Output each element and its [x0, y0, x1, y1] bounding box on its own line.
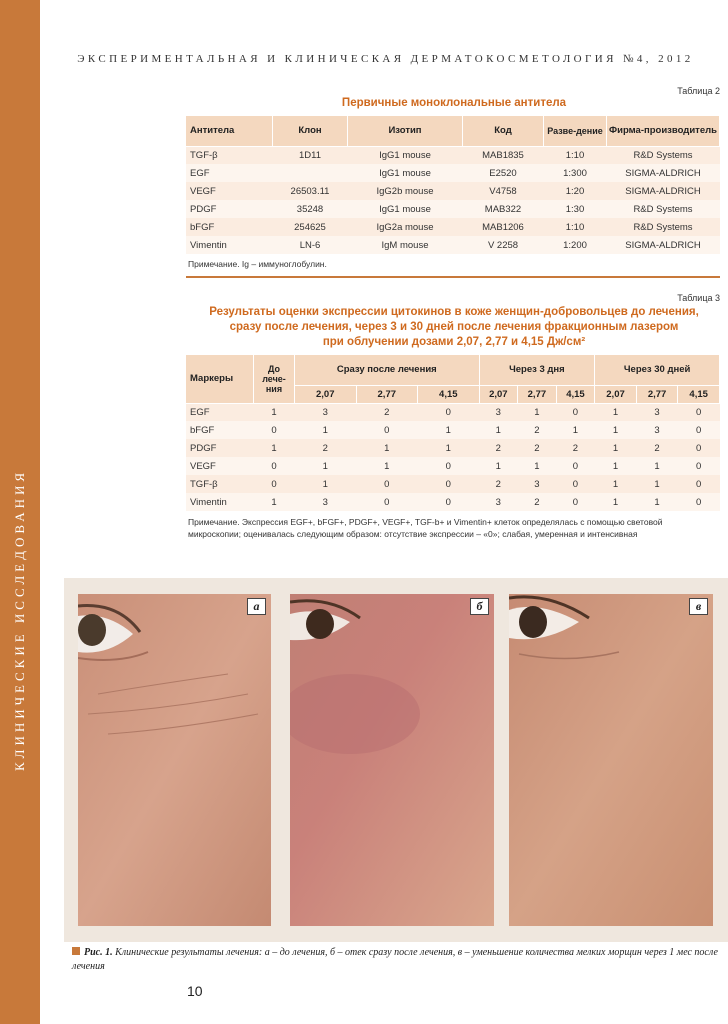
t3-header-3-days: Через 3 дня: [479, 355, 595, 385]
caption-text: Клинические результаты лечения: а – до лечения, б – отек сразу после лечения, в – уменьшение количества мелких морщин через 1 мес после лечения: [72, 947, 718, 972]
t2-header-code: Код: [463, 116, 544, 146]
table-cell: V4758: [489, 185, 517, 197]
table-cell: LN-6: [299, 239, 321, 251]
t3-header-before: До лече-ния: [254, 355, 295, 403]
table-row: [186, 439, 720, 457]
t3-header-30-days: Через 30 дней: [595, 355, 720, 385]
table2-title: Первичные моноклональные антитела: [341, 97, 567, 109]
table-cell: 0: [696, 442, 702, 454]
table-cell: 2: [534, 496, 540, 508]
table-row: [186, 200, 720, 218]
table-cell: 2: [495, 442, 501, 454]
table3-note-line: микроскопии; оценивалась следующим образом: отсутствие экспрессии – «0»; слабая, умеренная и интенсивная: [188, 529, 638, 539]
table-cell: MAB322: [484, 203, 522, 215]
table-cell: TGF-β: [190, 478, 218, 490]
table-cell: 1:200: [563, 239, 587, 251]
table-cell: 1: [534, 406, 540, 418]
separator-line: [186, 276, 720, 278]
table-cell: 1: [654, 460, 660, 472]
table-cell: 0: [445, 406, 451, 418]
running-head: ЭКСПЕРИМЕНТАЛЬНАЯ И КЛИНИЧЕСКАЯ ДЕРМАТОКОСМЕТОЛОГИЯ №4, 2012: [77, 53, 694, 65]
figure-caption: [72, 946, 720, 974]
skin-photo-c: [509, 594, 713, 926]
table-cell: IgG2a mouse: [376, 221, 434, 233]
table-cell: 0: [445, 496, 451, 508]
table-cell: 2: [495, 478, 501, 490]
table2-note: Примечание. Ig – иммуноглобулин.: [188, 259, 327, 269]
table-cell: [273, 164, 348, 182]
table-cell: 3: [495, 406, 501, 418]
t2-header-isotype: Изотип: [348, 116, 463, 146]
table-cell: R&D Systems: [633, 149, 693, 161]
table-cell: 1: [612, 406, 619, 418]
table-row: [186, 164, 720, 182]
table-cell: 0: [384, 478, 390, 490]
photo-label-a: а: [247, 598, 266, 615]
table-row: [186, 182, 720, 200]
table-row: [186, 218, 720, 236]
table-cell: 1:10: [565, 149, 585, 161]
photo-label-c: в: [689, 598, 708, 615]
caption-lead: Рис. 1.: [84, 947, 113, 958]
table-cell: 1: [384, 460, 390, 472]
table-cell: 1: [612, 424, 619, 436]
table-cell: TGF-β: [190, 149, 218, 161]
table-cell: 1: [612, 496, 619, 508]
table-cell: 0: [572, 496, 579, 508]
table-cell: 1:10: [565, 221, 585, 233]
table-cell: IgG2b mouse: [376, 185, 434, 197]
table-cell: 2: [322, 442, 328, 454]
table-cell: 1: [612, 478, 619, 490]
table-cell: 2: [534, 442, 540, 454]
t3-dose: 4,15: [418, 385, 480, 403]
table-cell: 1: [654, 478, 660, 490]
t3-header-immediately: Сразу после лечения: [295, 355, 480, 385]
table-row: [186, 146, 720, 164]
table-cell: 0: [445, 460, 451, 472]
table-cell: 0: [271, 478, 277, 490]
photo-label-b: б: [470, 598, 489, 615]
table-cell: 1: [271, 406, 277, 418]
table-cell: bFGF: [190, 221, 215, 233]
table-cell: 0: [696, 406, 702, 418]
table-cell: R&D Systems: [633, 221, 693, 233]
table-cell: 0: [696, 478, 702, 490]
table-cell: 1: [572, 424, 579, 436]
table-cell: 1:300: [563, 167, 587, 179]
table-cell: 2: [654, 442, 660, 454]
t2-header-manufacturer: Фирма-производитель: [607, 116, 720, 146]
table-cell: 1:20: [565, 185, 585, 197]
table-cell: 1: [384, 442, 390, 454]
table-cell: 0: [384, 496, 390, 508]
table-cell: 0: [696, 496, 702, 508]
table-cell: 1: [612, 460, 619, 472]
table-cell: PDGF: [190, 442, 217, 454]
table-cell: 1: [271, 496, 277, 508]
table-row: [186, 421, 720, 439]
table2-label: Таблица 2: [677, 86, 720, 96]
table-cell: 26503.11: [290, 185, 330, 197]
table-cell: 1: [445, 442, 451, 454]
table-cell: IgG1 mouse: [379, 149, 431, 161]
table-cell: 0: [572, 406, 579, 418]
t2-header-antibody: Антитела: [186, 116, 273, 146]
table-cell: 2: [572, 442, 579, 454]
table-cell: 0: [271, 460, 277, 472]
table-cell: MAB1206: [482, 221, 524, 233]
table-cell: SIGMA-ALDRICH: [625, 239, 701, 251]
table-cell: 0: [271, 424, 277, 436]
table-cell: VEGF: [190, 185, 216, 197]
t3-dose: 2,07: [595, 385, 637, 403]
page-number: 10: [187, 983, 203, 999]
table-cell: EGF: [190, 406, 210, 418]
table-cell: 1: [322, 478, 328, 490]
table-cell: 3: [654, 424, 660, 436]
photo-edema-after-treatment: [290, 594, 494, 926]
table-cell: 35248: [296, 203, 324, 215]
table-cell: 3: [322, 496, 328, 508]
table-cell: SIGMA-ALDRICH: [625, 185, 701, 197]
table-cell: 1: [495, 424, 501, 436]
table-cell: 0: [572, 460, 579, 472]
table-cell: 1: [322, 460, 328, 472]
table-cell: V 2258: [487, 239, 519, 251]
table3-note: [188, 516, 720, 540]
t3-header-markers: Маркеры: [186, 355, 254, 403]
table-cell: 1: [534, 460, 540, 472]
table-cell: 254625: [294, 221, 326, 233]
table-row: [186, 457, 720, 475]
table-cell: Vimentin: [190, 239, 227, 251]
table3-title-line: Результаты оценки экспрессии цитокинов в коже женщин-добровольцев до лечения,: [209, 306, 699, 318]
table-cell: 0: [696, 460, 702, 472]
table-cell: 2: [534, 424, 540, 436]
photo-after-1-month: [509, 594, 713, 926]
t3-dose: 2,77: [636, 385, 678, 403]
table-cell: EGF: [190, 167, 210, 179]
table-cell: R&D Systems: [633, 203, 693, 215]
table-cell: SIGMA-ALDRICH: [625, 167, 701, 179]
table-cell: 3: [495, 496, 501, 508]
t3-dose: 4,15: [678, 385, 720, 403]
table-cell: PDGF: [190, 203, 217, 215]
t3-dose: 2,07: [479, 385, 518, 403]
t3-dose: 4,15: [556, 385, 595, 403]
table-cell: E2520: [489, 167, 517, 179]
table-row: [186, 403, 720, 421]
sidebar-band: [0, 0, 40, 1024]
table3-title-line: при облучении дозами 2,07, 2,77 и 4,15 Дж/см²: [322, 336, 586, 348]
skin-photo-b: [290, 594, 494, 926]
caption-bullet-square: [72, 947, 80, 955]
table-cell: 1:30: [565, 203, 585, 215]
t2-header-dilution: Разве-дение: [544, 116, 607, 146]
table-cell: 1D11: [298, 149, 321, 161]
table-cell: 0: [445, 478, 451, 490]
table-cell: 3: [534, 478, 540, 490]
table-row: [186, 236, 720, 254]
sidebar-section-title: КЛИНИЧЕСКИЕ ИССЛЕДОВАНИЯ: [12, 468, 27, 772]
table-row: [186, 475, 720, 493]
t2-header-clone: Клон: [273, 116, 348, 146]
table-cell: 1: [495, 460, 501, 472]
table-cell: 1: [322, 424, 328, 436]
table-cell: 3: [322, 406, 328, 418]
table-cell: 0: [696, 424, 702, 436]
table-cell: IgG1 mouse: [379, 203, 431, 215]
table3-title: [188, 305, 720, 350]
table3-label: Таблица 3: [677, 293, 720, 303]
photo-before-treatment: [78, 594, 271, 926]
table-cell: 3: [654, 406, 660, 418]
table-cell: 2: [384, 406, 390, 418]
table3-note-line: Примечание. Экспрессия EGF+, bFGF+, PDGF+, VEGF+, TGF-b+ и Vimentin+ клеток определялась с помощью световой: [188, 517, 663, 527]
table-cell: 0: [572, 478, 579, 490]
table-cell: 0: [384, 424, 390, 436]
table-cell: MAB1835: [482, 149, 524, 161]
table2: [186, 116, 720, 254]
t3-dose: 2,07: [295, 385, 357, 403]
table-cell: 1: [612, 442, 619, 454]
table-cell: 1: [445, 424, 451, 436]
table3-title-line: сразу после лечения, через 3 и 30 дней после лечения фракционным лазером: [229, 321, 679, 333]
table-cell: Vimentin: [190, 496, 227, 508]
table-cell: 1: [654, 496, 660, 508]
table-cell: IgM mouse: [381, 239, 429, 251]
t3-dose: 2,77: [356, 385, 418, 403]
table-cell: IgG1 mouse: [379, 167, 431, 179]
table-cell: VEGF: [190, 460, 216, 472]
table-cell: 1: [271, 442, 277, 454]
table-cell: bFGF: [190, 424, 215, 436]
table3: [186, 355, 720, 511]
skin-photo-a: [78, 594, 271, 926]
table-row: [186, 493, 720, 511]
t3-dose: 2,77: [518, 385, 557, 403]
